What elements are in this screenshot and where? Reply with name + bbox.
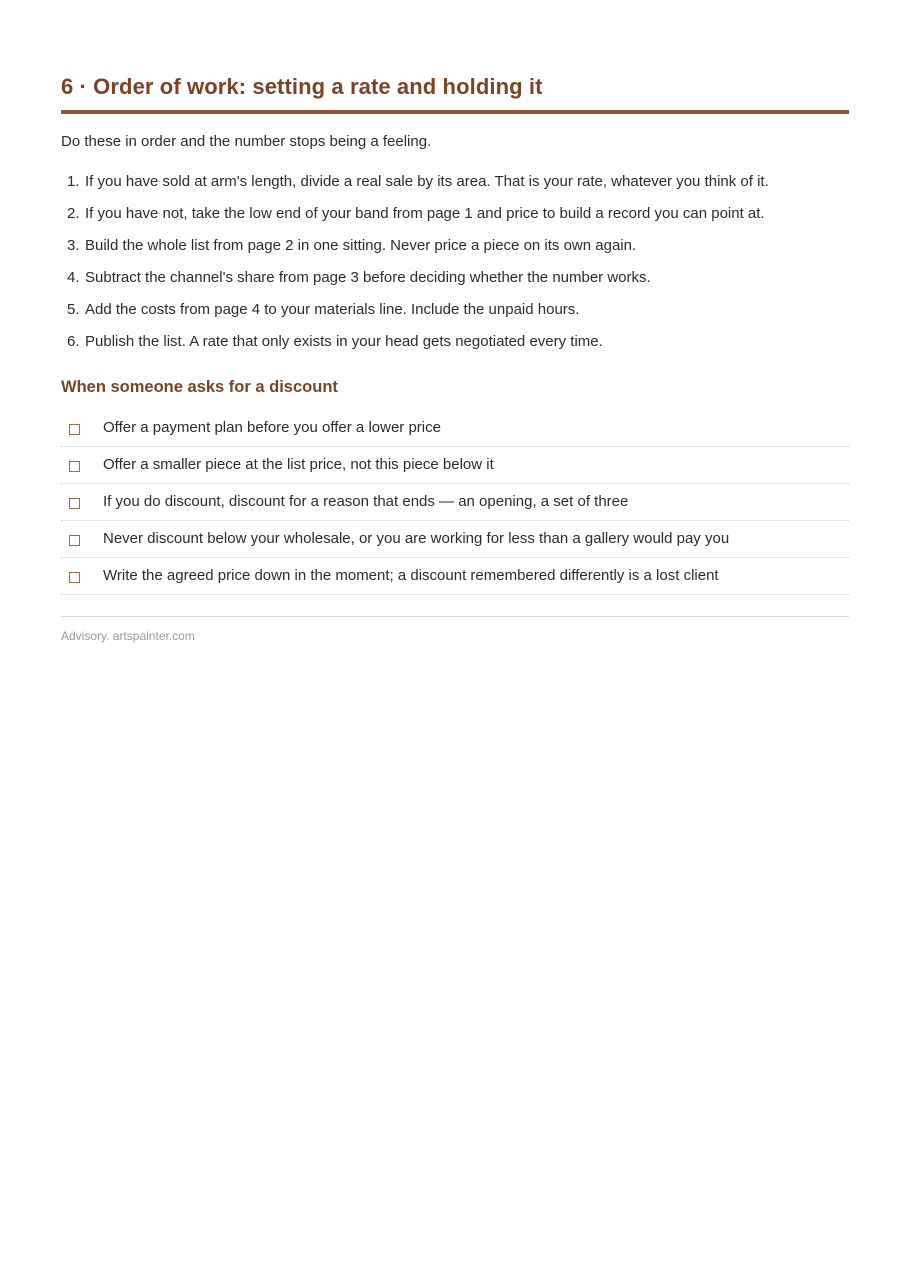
checkbox-empty-icon[interactable] bbox=[69, 535, 80, 546]
footer-divider bbox=[61, 616, 849, 617]
checklist-item bbox=[61, 484, 849, 521]
step-text: Add the costs from page 4 to your materials line. Include the unpaid hours. bbox=[85, 301, 580, 318]
checkbox-empty-icon[interactable] bbox=[69, 461, 80, 472]
step-number: 1. bbox=[67, 173, 80, 190]
discount-checklist bbox=[61, 410, 849, 595]
checklist-item-text: Offer a smaller piece at the list price, not this piece below it bbox=[103, 456, 494, 473]
step-number: 4. bbox=[67, 269, 80, 286]
discount-heading: When someone asks for a discount bbox=[61, 378, 338, 396]
step-number: 6. bbox=[67, 333, 80, 350]
checklist-item bbox=[61, 447, 849, 484]
checkbox-empty-icon[interactable] bbox=[69, 498, 80, 509]
checklist-item-text: Offer a payment plan before you offer a lower price bbox=[103, 419, 441, 436]
section-intro: Do these in order and the number stops being a feeling. bbox=[61, 133, 432, 150]
footer-note: Advisory. artspainter.com bbox=[61, 629, 195, 643]
step-item bbox=[61, 204, 849, 224]
step-item bbox=[61, 172, 849, 192]
checkbox-empty-icon[interactable] bbox=[69, 424, 80, 435]
step-number: 2. bbox=[67, 205, 80, 222]
step-number: 5. bbox=[67, 301, 80, 318]
step-number: 3. bbox=[67, 237, 80, 254]
checklist-item bbox=[61, 410, 849, 447]
checklist-item-text: If you do discount, discount for a reason that ends — an opening, a set of three bbox=[103, 493, 629, 510]
steps-list bbox=[61, 172, 849, 352]
step-item bbox=[61, 300, 849, 320]
checklist-item-text: Write the agreed price down in the moment; a discount remembered differently is a lost client bbox=[103, 567, 719, 584]
step-text: Build the whole list from page 2 in one sitting. Never price a piece on its own again. bbox=[85, 237, 637, 254]
step-item bbox=[61, 236, 849, 256]
checklist-item bbox=[61, 558, 849, 595]
step-text: Publish the list. A rate that only exists in your head gets negotiated every time. bbox=[85, 333, 603, 350]
checklist-item-text: Never discount below your wholesale, or you are working for less than a gallery would pay you bbox=[103, 530, 730, 547]
step-item bbox=[61, 332, 849, 352]
checklist-item bbox=[61, 521, 849, 558]
checkbox-empty-icon[interactable] bbox=[69, 572, 80, 583]
step-text: If you have sold at arm's length, divide a real sale by its area. That is your rate, whatever you think of it. bbox=[85, 173, 769, 190]
step-item bbox=[61, 268, 849, 288]
step-text: If you have not, take the low end of your band from page 1 and price to build a record you can point at. bbox=[85, 205, 765, 222]
step-text: Subtract the channel's share from page 3 before deciding whether the number works. bbox=[85, 269, 651, 286]
section-title: 6 · Order of work: setting a rate and holding it bbox=[61, 73, 849, 114]
